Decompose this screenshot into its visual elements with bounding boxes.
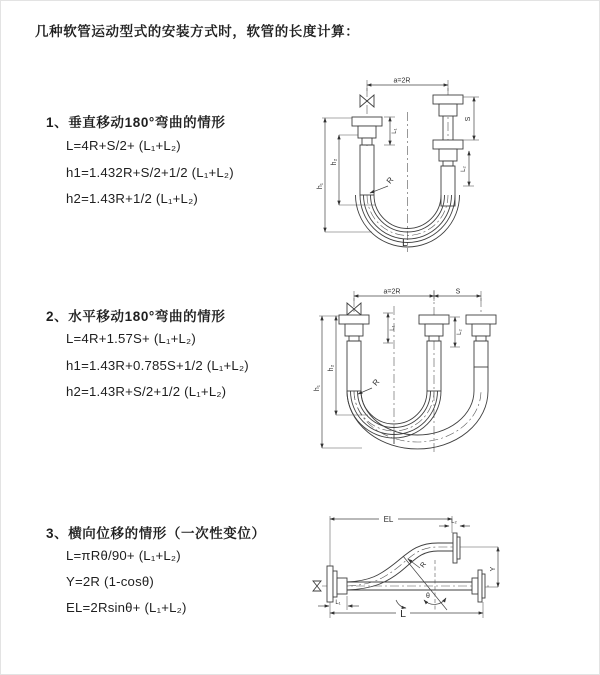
dim-label-r: R [384, 175, 396, 186]
formula-line: L=4R+1.57S+ (L₁+L₂) [66, 331, 196, 346]
dim-h2 [331, 135, 375, 205]
dim-label-h2: h₂ [331, 158, 338, 166]
dim-label-l2: L₂ [457, 329, 463, 335]
dim-label-s: S [465, 116, 472, 122]
dim-label-r: R [370, 377, 382, 388]
u-bend-hose-position-2 [347, 367, 488, 449]
braided-hose-section [360, 145, 374, 195]
dim-label-l2: L₂ [461, 166, 467, 172]
dim-l1 [383, 313, 396, 343]
braided-hose-section [474, 341, 488, 367]
right-pipe-assembly [433, 95, 463, 206]
dim-label-h1: h₁ [314, 384, 321, 392]
dim-l2 [461, 151, 474, 186]
dim-label-a2r: a=2R [393, 77, 411, 85]
page-title: 几种软管运动型式的安装方式时，软管的长度计算： [35, 24, 360, 39]
formula-line: Y=2R (1-cosθ) [66, 574, 154, 589]
dim-label-s: S [455, 288, 461, 296]
formula-line: h1=1.43R+0.785S+1/2 (L₁+L₂) [66, 358, 249, 373]
horizontal-180-bend-diagram [312, 284, 562, 462]
dim-label-l-total: L [402, 237, 408, 249]
dim-label-l1: L₁ [335, 600, 341, 606]
braided-hose-section [347, 341, 361, 391]
fixed-flange-assembly [327, 566, 347, 602]
end-flange-original [472, 570, 485, 602]
dim-label-el: EL [383, 515, 394, 524]
section-2-heading: 2、水平移动180°弯曲的情形 [46, 309, 226, 324]
dim-label-a2r: a=2R [383, 288, 401, 296]
vertical-180-bend-diagram [312, 74, 542, 259]
dim-label-r: R [419, 561, 429, 570]
braided-hose-section [441, 166, 455, 206]
formula-line: L=4R+S/2+ (L₁+L₂) [66, 138, 181, 153]
axis-valve-icon [313, 581, 321, 591]
dim-l [330, 602, 483, 620]
formula-line: h1=1.432R+S/2+1/2 (L₁+L₂) [66, 165, 234, 180]
dim-s [463, 97, 479, 140]
dim-label-l-total: L [400, 608, 406, 620]
hose-displaced-position [347, 543, 453, 590]
radius-callout [358, 377, 382, 394]
dim-label-l1: L₁ [390, 325, 396, 331]
section-1-heading: 1、垂直移动180°弯曲的情形 [46, 115, 226, 130]
lateral-displacement-diagram [300, 508, 512, 653]
fixed-pipe-assembly [339, 315, 369, 391]
dim-label-h2: h₂ [328, 364, 335, 372]
dim-a2r [367, 78, 448, 92]
angle-label-theta: θ [426, 593, 430, 600]
dim-label-l1: L₁ [392, 128, 398, 134]
section-3-heading: 3、横向位移的情形（一次性变位） [46, 526, 266, 541]
dim-l2 [450, 317, 463, 347]
formula-line: EL=2Rsinθ+ (L₁+L₂) [66, 600, 187, 615]
end-flange-displaced [453, 533, 460, 563]
dim-label-h1: h₁ [317, 182, 324, 190]
formula-line: h2=1.43R+S/2+1/2 (L₁+L₂) [66, 384, 227, 399]
formula-line: L=πRθ/90+ (L₁+L₂) [66, 548, 181, 563]
moving-pipe-position-2 [466, 315, 496, 367]
dim-label-l2: L₂ [451, 519, 457, 525]
dim-el [330, 515, 452, 578]
dim-l1 [318, 596, 359, 610]
left-pipe-assembly [352, 117, 382, 195]
dim-s [434, 289, 481, 302]
dim-a2r [354, 289, 434, 302]
formula-line: h2=1.43R+1/2 (L₁+L₂) [66, 191, 198, 206]
dim-l1 [384, 117, 398, 145]
radius-callout [408, 559, 428, 569]
dim-l2 [439, 519, 470, 526]
dim-label-y: Y [490, 566, 497, 572]
